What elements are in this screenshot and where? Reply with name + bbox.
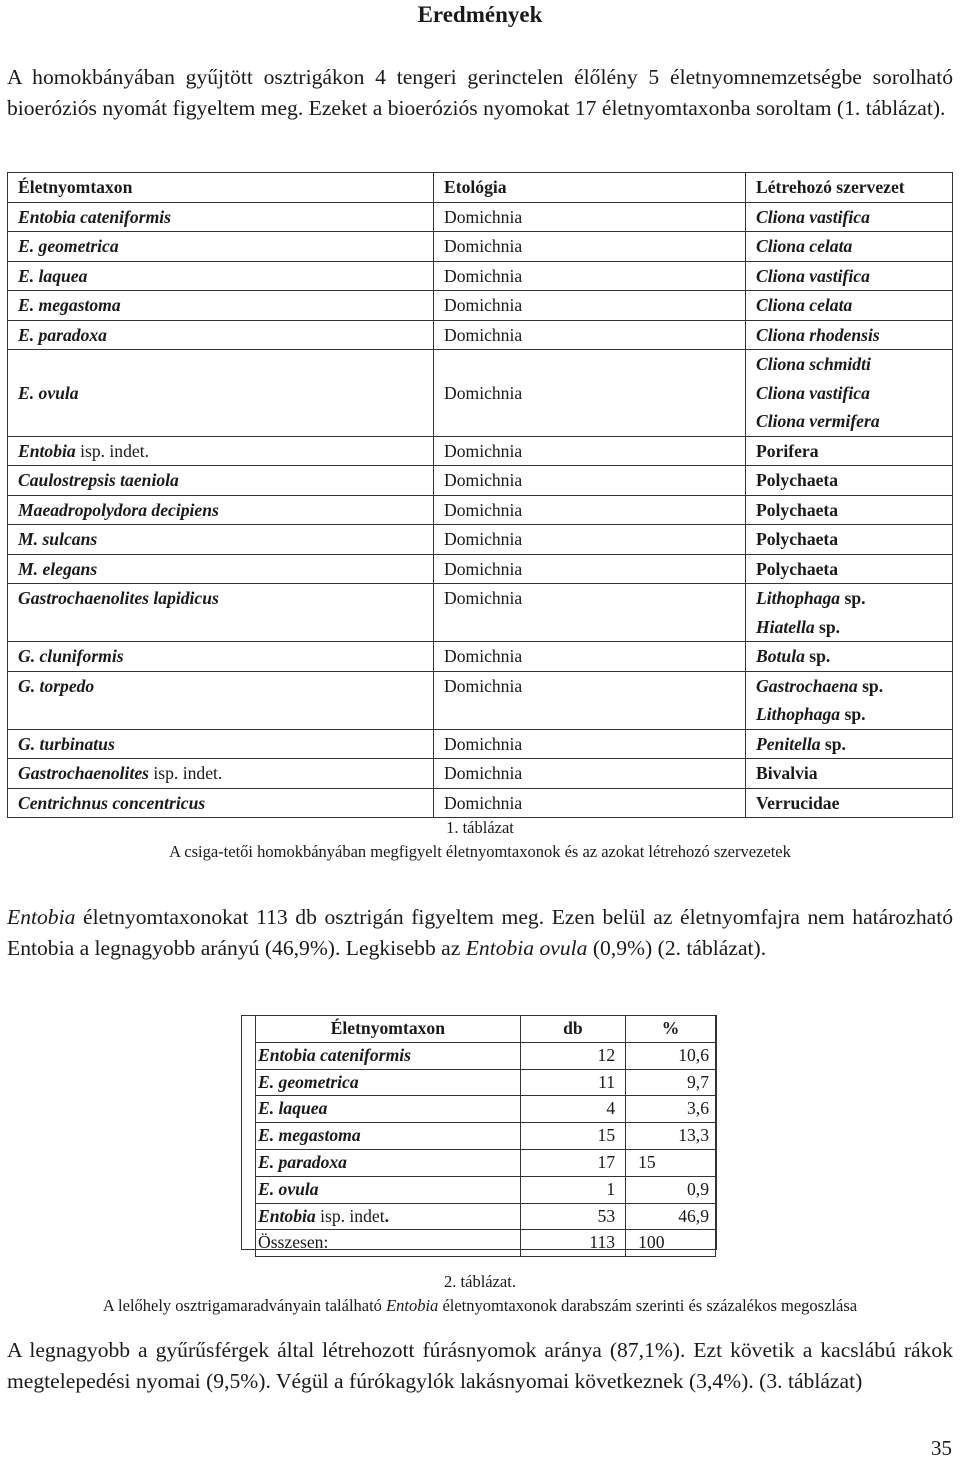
cell-taxon: E. laquea [8,261,434,291]
caption-text: A csiga-tetői homokbányában megfigyelt életnyomtaxonok és az azokat létrehozó szervezetek [169,842,791,861]
cell-taxon: E. megastoma [8,291,434,321]
cell-total-percent: 100 [626,1230,716,1257]
table-row [8,261,953,291]
cell-count: 1 [520,1176,625,1203]
cell-producer: Polychaeta [746,495,953,525]
table-row [8,436,953,466]
cell-etology: Domichnia [434,232,746,262]
table-row [8,671,953,729]
header-producer: Létrehozó szervezet [746,173,953,203]
cell-etology: Domichnia [434,642,746,672]
caption-text: A lelőhely osztrigamaradványain található Entobia életnyomtaxonok darabszám szerinti és százalékos megoszlása [102,1296,858,1315]
cell-taxon [8,436,434,466]
cell-total-label: Összesen: [256,1230,521,1257]
cell-taxon: Maeadropolydora decipiens [8,495,434,525]
cell-name: E. paradoxa [256,1149,521,1176]
cell-etology: Domichnia [434,525,746,555]
table-2-caption [0,1270,960,1318]
table-header-row [256,1016,716,1042]
cell-taxon: E. paradoxa [8,320,434,350]
table-row [8,232,953,262]
table-row [8,788,953,818]
caption-label: 1. táblázat [446,818,514,837]
cell-count: 4 [520,1096,625,1123]
cell-taxon: M. elegans [8,554,434,584]
cell-taxon: Caulostrepsis taeniola [8,466,434,496]
cell-percent: 46,9 [626,1203,716,1230]
taxon-suffix: isp. indet. [75,440,149,461]
table-row [256,1123,716,1150]
cell-percent: 9,7 [626,1069,716,1096]
table-row [8,554,953,584]
cell-percent: 3,6 [626,1096,716,1123]
table-row [8,495,953,525]
table-row [8,320,953,350]
cell-producer: Cliona celata [746,232,953,262]
table-2-frame [241,1015,717,1253]
cell-etology: Domichnia [434,729,746,759]
page-number: 35 [931,1436,952,1460]
producer-line: Lithophaga sp. [756,588,866,608]
table-total-row [256,1230,716,1257]
cell-etology: Domichnia [434,759,746,789]
cell-producer: Polychaeta [746,466,953,496]
cell-producer: Cliona vastifica [746,261,953,291]
table-header-row [8,173,953,203]
cell-name: Entobia cateniformis [256,1042,521,1069]
cell-percent: 10,6 [626,1042,716,1069]
cell-producer: Botula sp. [746,642,953,672]
table-row [256,1069,716,1096]
cell-etology: Domichnia [434,671,746,729]
producer-line: Cliona schmidti [756,354,871,374]
cell-producer: Cliona rhodensis [746,320,953,350]
cell-etology: Domichnia [434,350,746,437]
cell-etology: Domichnia [434,436,746,466]
taxon-genus: Entobia [18,440,76,461]
cell-taxon: Gastrochaenolites lapidicus [8,584,434,642]
cell-name: E. geometrica [256,1069,521,1096]
cell-etology: Domichnia [434,584,746,642]
cell-taxon: Gastrochaenolites isp. indet. [8,759,434,789]
producer-line: Hiatella sp. [756,616,841,637]
cell-percent: 15 [626,1149,716,1176]
table-row [256,1149,716,1176]
cell-producer: Polychaeta [746,525,953,555]
table-row [8,350,953,437]
cell-name: Entobia isp. indet. [256,1203,521,1230]
cell-etology: Domichnia [434,291,746,321]
cell-producer: Cliona vastifica [746,202,953,232]
cell-producer: Verrucidae [746,788,953,818]
header-taxon: Életnyomtaxon [8,173,434,203]
producer-line: Gastrochaena sp. [756,675,884,696]
table-row [256,1096,716,1123]
cell-etology: Domichnia [434,495,746,525]
cell-name: E. ovula [256,1176,521,1203]
producer-line: Cliona vastifica [756,382,870,403]
header-count: db [520,1016,625,1042]
cell-name: E. laquea [256,1096,521,1123]
cell-taxon: E. ovula [8,350,434,437]
cell-count: 12 [520,1042,625,1069]
cell-taxon: G. torpedo [8,671,434,729]
cell-producer: Porifera [746,436,953,466]
table-row [8,759,953,789]
cell-taxon: Entobia cateniformis [8,202,434,232]
table-row [8,202,953,232]
cell-producer [746,671,953,729]
header-percent: % [626,1016,716,1042]
cell-count: 53 [520,1203,625,1230]
cell-count: 11 [520,1069,625,1096]
table-row [8,584,953,642]
cell-etology: Domichnia [434,261,746,291]
paragraph-entobia: Entobia életnyomtaxonokat 113 db osztrigán figyeltem meg. Ezen belül az életnyomfajra nem határozható Entobia a legnagyobb arányú (46,9%). Legkisebb az Entobia ovula (0,9%) (2. táblázat). [7,905,953,960]
table-row [8,642,953,672]
cell-taxon: Centrichnus concentricus [8,788,434,818]
cell-taxon: E. geometrica [8,232,434,262]
cell-percent: 0,9 [626,1176,716,1203]
cell-count: 17 [520,1149,625,1176]
cell-producer [746,584,953,642]
table-row [256,1042,716,1069]
paragraph-proportions: A legnagyobb a gyűrűsférgek által létrehozott fúrásnyomok aránya (87,1%). Ezt követik a kacslábú rákok megtelepedési nyomai (9,5%). Végül a fúrókagylók lakásnyomai következnek (3,4%). (3. táblázat) [7,1338,953,1393]
cell-producer: Polychaeta [746,554,953,584]
table-row [256,1203,716,1230]
table-row [8,729,953,759]
cell-producer: Bivalvia [746,759,953,789]
cell-count: 15 [520,1123,625,1150]
table-row [256,1176,716,1203]
caption-label: 2. táblázat. [444,1272,516,1291]
cell-taxon: M. sulcans [8,525,434,555]
cell-etology: Domichnia [434,320,746,350]
cell-etology: Domichnia [434,202,746,232]
producer-line: Cliona vermifera [756,411,880,431]
header-etology: Etológia [434,173,746,203]
cell-taxon: G. cluniformis [8,642,434,672]
table-2-entobia-counts [255,1016,716,1257]
cell-name: E. megastoma [256,1123,521,1150]
section-heading: Eredmények [417,2,543,27]
cell-producer: Penitella sp. [746,729,953,759]
table-1-caption [0,816,960,864]
cell-etology: Domichnia [434,554,746,584]
table-1-ichnotaxa [7,172,953,818]
cell-etology: Domichnia [434,788,746,818]
table-row [8,525,953,555]
table-row [8,291,953,321]
cell-total-count: 113 [520,1230,625,1257]
cell-producer: Cliona celata [746,291,953,321]
cell-producer [746,350,953,437]
header-taxon: Életnyomtaxon [256,1016,521,1042]
cell-taxon: G. turbinatus [8,729,434,759]
cell-etology: Domichnia [434,466,746,496]
producer-line: Lithophaga sp. [756,704,866,724]
table-row [8,466,953,496]
cell-percent: 13,3 [626,1123,716,1150]
paragraph-intro: A homokbányában gyűjtött osztrigákon 4 tengeri gerinctelen élőlény 5 életnyomnemzetségbe sorolható bioeróziós nyomát figyeltem meg. Ezeket a bioeróziós nyomokat 17 életnyomtaxonba soroltam (1. táblázat). [7,65,953,120]
